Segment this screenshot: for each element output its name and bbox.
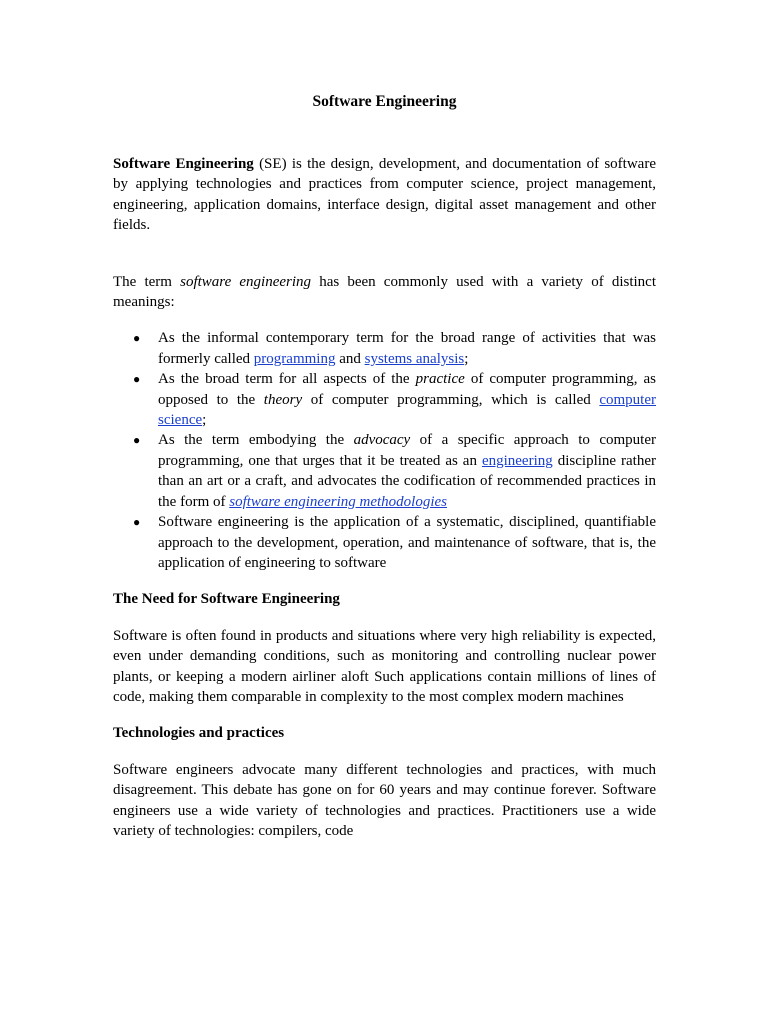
- italic-advocacy: advocacy: [353, 432, 411, 449]
- term-paragraph: [113, 272, 656, 313]
- list-item-text: As the term embodying the: [158, 432, 354, 449]
- italic-practice: practice: [415, 371, 465, 388]
- list-item-text: ;: [464, 350, 469, 367]
- intro-bold-term: Software Engineering: [113, 156, 254, 172]
- list-item: [113, 430, 656, 512]
- bullet-icon: ●: [133, 372, 141, 387]
- intro-paragraph: [113, 154, 656, 236]
- list-item-text: and: [335, 350, 365, 367]
- bullet-icon: ●: [133, 331, 141, 346]
- meanings-list: [113, 328, 656, 573]
- list-item-text: As the informal contemporary term for the broad range of activities that was formerly called: [158, 330, 656, 367]
- list-item-text: of computer programming, which is called: [302, 391, 600, 408]
- software-engineering-methodologies-link[interactable]: software engineering methodologies: [229, 493, 447, 510]
- italic-theory: theory: [263, 391, 303, 408]
- list-item-text: ;: [202, 412, 207, 429]
- computer-science-link[interactable]: computer science: [158, 391, 656, 429]
- list-item: [113, 369, 656, 430]
- document-page: [113, 92, 656, 841]
- systems-analysis-link[interactable]: systems analysis: [364, 350, 465, 367]
- list-item: [113, 328, 656, 369]
- term-italic: software engineering: [180, 273, 312, 290]
- programming-link[interactable]: programming: [253, 350, 336, 367]
- tech-paragraph: Software engineers advocate many different technologies and practices, with much disagreement. This debate has gone on for 60 years and may continue forever. Software engineers use a wide variety of technologies and practices. Practitioners use a wide variety of technologies: compilers, code: [113, 761, 656, 839]
- bullet-icon: ●: [133, 515, 141, 530]
- list-item-text: discipline rather than an art or a craft, and advocates the codification of recommended practices in the form of: [158, 452, 657, 510]
- tech-heading: Technologies and practices: [113, 725, 285, 742]
- page-title: Software Engineering: [312, 93, 457, 110]
- list-item-text: of a specific approach to computer programming, one that urges that it be treated as an: [158, 432, 656, 469]
- list-item-text: As the broad term for all aspects of the: [158, 371, 416, 388]
- engineering-link[interactable]: engineering: [481, 452, 553, 469]
- bullet-icon: ●: [133, 433, 141, 448]
- need-heading: The Need for Software Engineering: [113, 591, 340, 608]
- list-item-text: Software engineering is the application of a systematic, disciplined, quantifiable approach to the development, operation, and maintenance of software, that is, the application of engineering to software: [158, 514, 656, 571]
- list-item-text: of computer programming, as opposed to the: [158, 371, 656, 408]
- need-paragraph: Software is often found in products and situations where very high reliability is expected, even under demanding conditions, such as monitoring and controlling nuclear power plants, or keeping a modern airliner aloft Such applications contain millions of lines of code, making them comparable in complexity to the most complex modern machines: [113, 627, 656, 705]
- intro-text: (SE) is the design, development, and documentation of software by applying technologies and practices from computer science, project management, engineering, application domains, interface design, digital asset management and other fields.: [113, 156, 656, 234]
- list-item: [113, 512, 656, 573]
- term-text-after: has been commonly used with a variety of distinct meanings:: [113, 273, 657, 311]
- term-text-before: The term: [113, 273, 181, 290]
